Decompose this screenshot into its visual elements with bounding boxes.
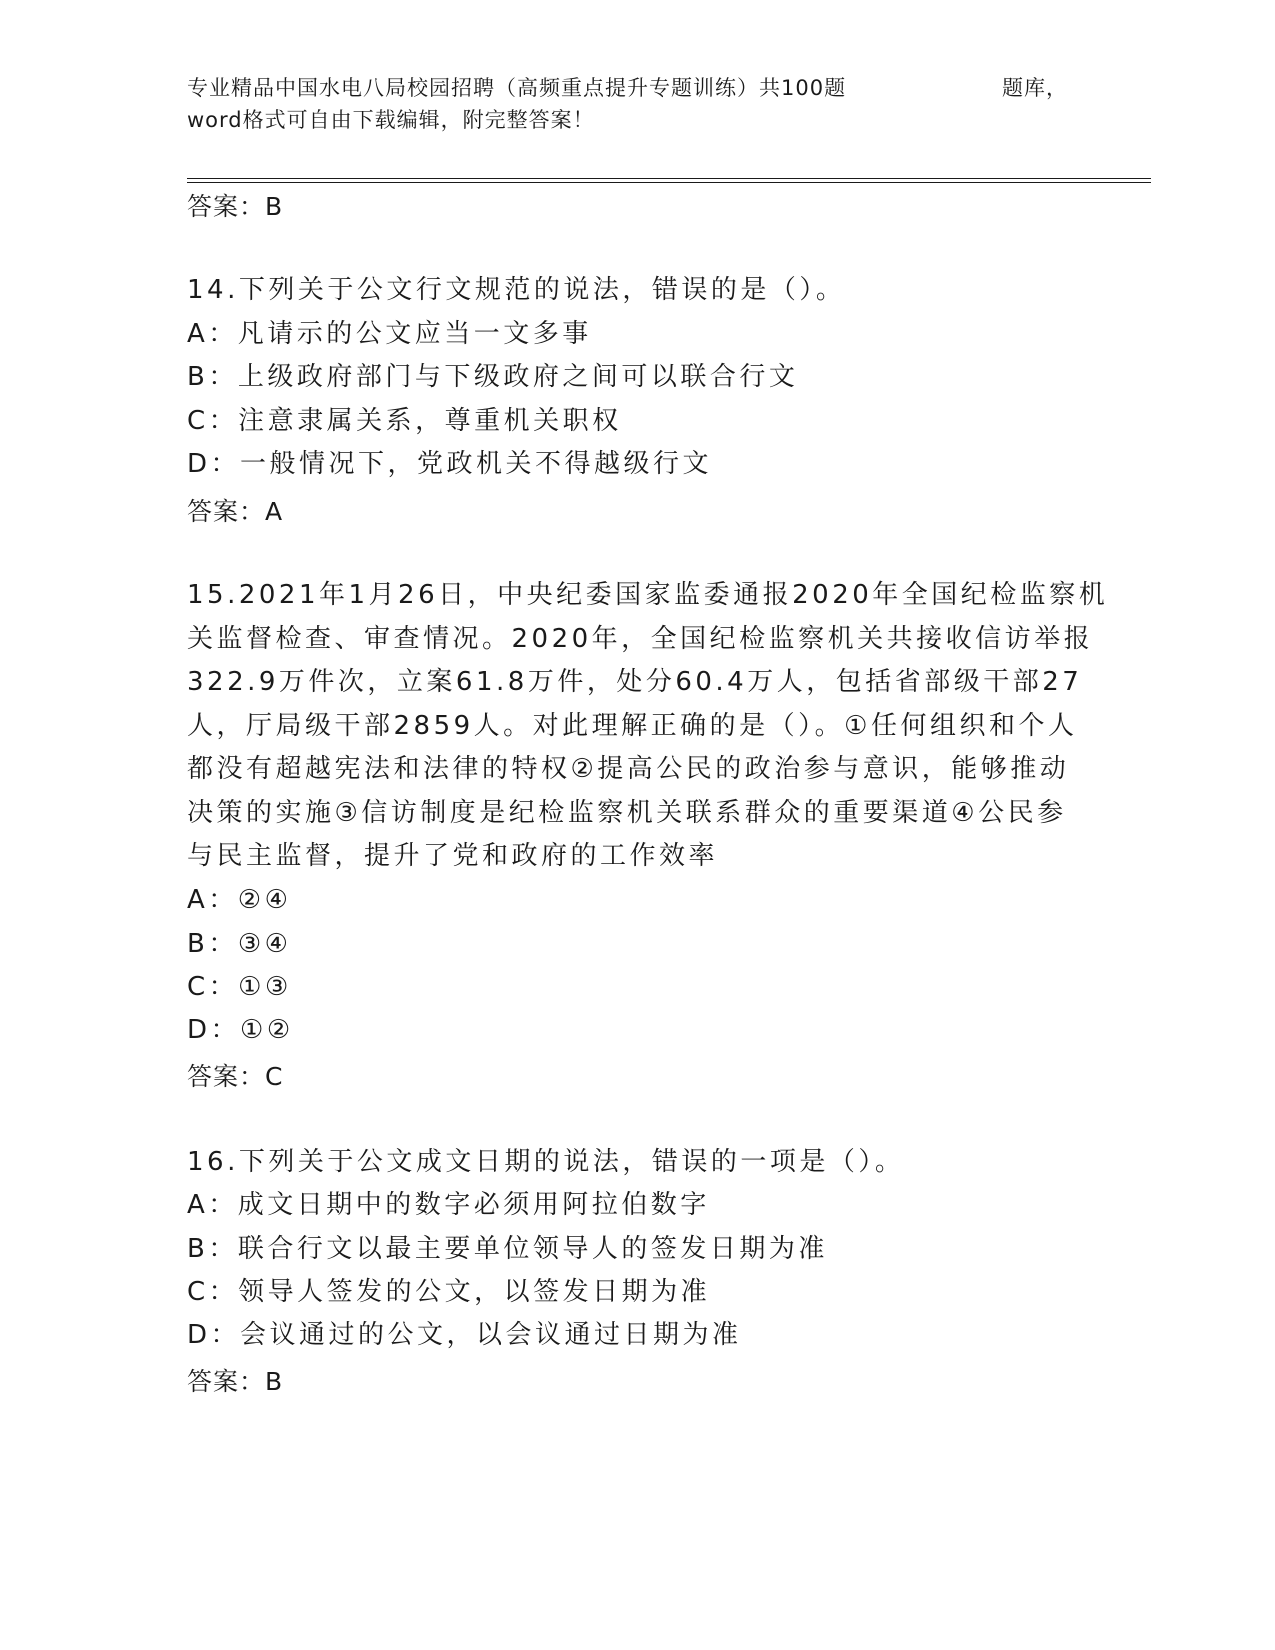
question-text-line: 都没有超越宪法和法律的特权②提高公民的政治参与意识，能够推动 [187, 754, 1070, 784]
header-subtitle: word格式可自由下载编辑，附完整答案！ [187, 108, 595, 132]
option-c: C：①③ [187, 972, 292, 1002]
header-title: 专业精品中国水电八局校园招聘（高频重点提升专题训练）共100题 [187, 76, 847, 100]
question-text-line: 与民主监督，提升了党和政府的工作效率 [187, 841, 719, 871]
option-b: B：③④ [187, 929, 292, 959]
question-text: 14.下列关于公文行文规范的说法，错误的是（）。 [187, 275, 846, 305]
answer: 答案：A [187, 497, 284, 526]
option-d: D：①② [187, 1015, 294, 1045]
header-divider-top [187, 178, 1151, 179]
answer: 答案：C [187, 1062, 284, 1091]
header-divider-bottom [187, 182, 1151, 183]
header-line-1 [187, 72, 1077, 104]
header-suffix: 题库， [1002, 76, 1068, 100]
option-a: A：②④ [187, 885, 292, 915]
option-c: C：注意隶属关系，尊重机关职权 [187, 406, 622, 436]
option-b: B：上级政府部门与下级政府之间可以联合行文 [187, 362, 799, 392]
question-text-line: 决策的实施③信访制度是纪检监察机关联系群众的重要渠道④公民参 [187, 798, 1067, 828]
question-text-line: 关监督检查、审查情况。2020年，全国纪检监察机关共接收信访举报 [187, 624, 1094, 654]
option-b: B：联合行文以最主要单位领导人的签发日期为准 [187, 1234, 828, 1264]
option-a: A：凡请示的公文应当一文多事 [187, 319, 592, 349]
option-d: D：会议通过的公文，以会议通过日期为准 [187, 1320, 742, 1350]
question-text-line: 人，厅局级干部2859人。对此理解正确的是（）。①任何组织和个人 [187, 711, 1078, 741]
option-a: A：成文日期中的数字必须用阿拉伯数字 [187, 1190, 710, 1220]
option-c: C：领导人签发的公文，以签发日期为准 [187, 1277, 711, 1307]
option-d: D：一般情况下，党政机关不得越级行文 [187, 449, 713, 479]
answer: 答案：B [187, 1367, 284, 1396]
page-header [187, 72, 1077, 136]
question-text-line: 322.9万件次，立案61.8万件，处分60.4万人，包括省部级干部27 [187, 667, 1083, 697]
question-text: 16.下列关于公文成文日期的说法，错误的一项是（）。 [187, 1147, 905, 1177]
question-text-line: 15.2021年1月26日，中央纪委国家监委通报2020年全国纪检监察机 [187, 580, 1109, 610]
previous-answer: 答案：B [187, 192, 284, 221]
